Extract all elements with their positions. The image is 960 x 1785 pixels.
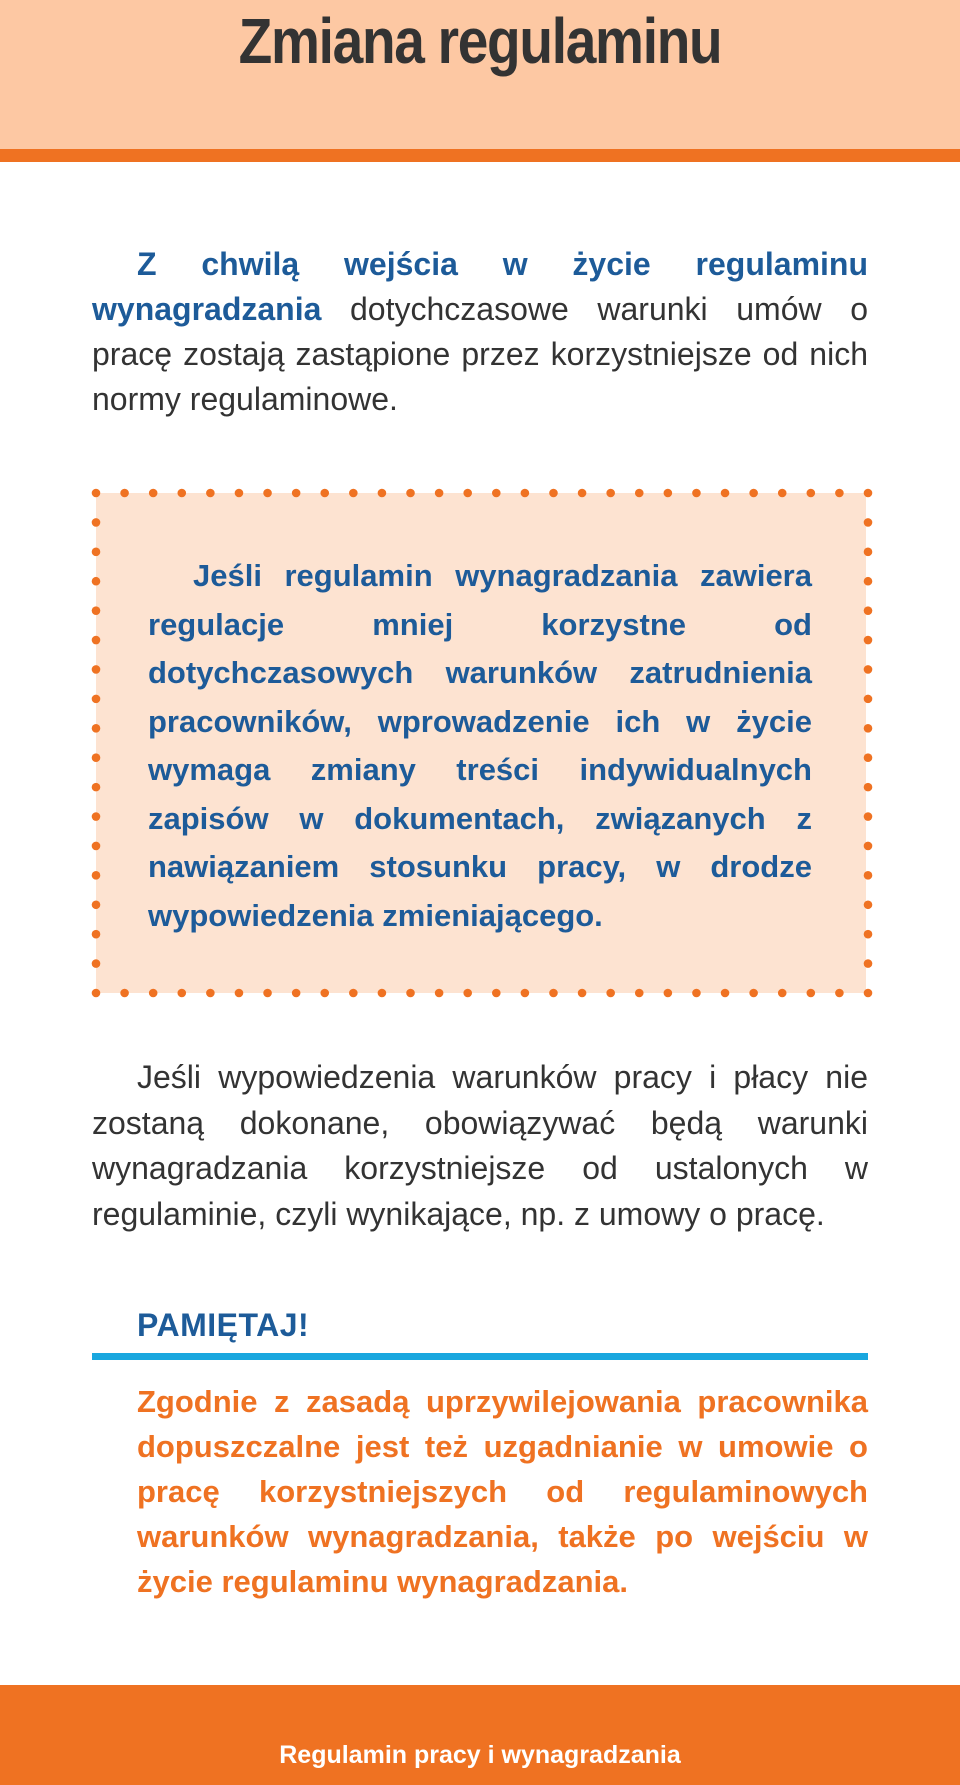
- intro-emphasis: Z chwilą wejścia w życie regulaminu wynagradzania: [92, 246, 868, 327]
- border-dot: [463, 989, 472, 998]
- border-dot: [864, 871, 873, 880]
- border-dot: [149, 989, 158, 998]
- page-title: Zmiana regulaminu: [238, 5, 722, 77]
- highlight-text: Jeśli regulamin wynagradzania zawiera regulacje mniej korzystne od dotychczasowych warunków zatrudnienia pracowników, wprowadzenie ich w życie wymaga zmiany treści indywidualnych zapisów w dokumentach, związanych z nawiązaniem stosunku pracy, w drodze wypowiedzenia zmieniającego.: [148, 558, 812, 933]
- border-dot: [521, 489, 530, 498]
- border-dot: [749, 989, 758, 998]
- border-dot: [778, 989, 787, 998]
- border-dot: [492, 489, 501, 498]
- border-dot: [864, 930, 873, 939]
- border-dot: [864, 812, 873, 821]
- border-dot: [92, 518, 101, 527]
- border-dot: [864, 548, 873, 557]
- border-dot: [606, 989, 615, 998]
- border-dot: [149, 489, 158, 498]
- border-dot: [92, 989, 101, 998]
- border-dot: [835, 989, 844, 998]
- remember-heading: PAMIĘTAJ!: [137, 1307, 310, 1343]
- border-dot: [549, 989, 558, 998]
- border-dot: [320, 489, 329, 498]
- page-footer: [0, 1685, 960, 1785]
- border-dot: [549, 489, 558, 498]
- border-dot: [406, 489, 415, 498]
- border-dot: [292, 489, 301, 498]
- intro-text: dotychczasowe warunki umów o pracę zostają zastąpione przez korzystniejsze od nich normy regulaminowe.: [92, 291, 868, 417]
- body-paragraph: Jeśli wypowiedzenia warunków pracy i płacy nie zostaną dokonane, obowiązywać będą warunki wynagradzania korzystniejsze od ustalonych w regulaminie, czyli wynikające, np. z umowy o pracę.: [92, 1059, 868, 1232]
- border-dot: [378, 989, 387, 998]
- border-dot: [864, 724, 873, 733]
- border-dot: [864, 900, 873, 909]
- border-dot: [864, 606, 873, 615]
- border-dot: [92, 812, 101, 821]
- border-dot: [92, 548, 101, 557]
- border-dot: [378, 489, 387, 498]
- border-dot: [349, 989, 358, 998]
- border-dot: [578, 489, 587, 498]
- border-dot: [92, 930, 101, 939]
- border-dot: [864, 577, 873, 586]
- border-dot: [92, 900, 101, 909]
- border-dot: [463, 489, 472, 498]
- border-dot: [864, 783, 873, 792]
- border-dot: [435, 989, 444, 998]
- border-dot: [92, 636, 101, 645]
- border-dot: [349, 489, 358, 498]
- border-dot: [120, 489, 129, 498]
- border-dot: [92, 753, 101, 762]
- border-dot: [235, 489, 244, 498]
- border-dot: [292, 989, 301, 998]
- border-dot: [692, 489, 701, 498]
- border-dot: [692, 989, 701, 998]
- border-dot: [635, 989, 644, 998]
- border-dot: [864, 842, 873, 851]
- border-dot: [664, 989, 673, 998]
- border-dot: [521, 989, 530, 998]
- border-dot: [320, 989, 329, 998]
- border-dot: [177, 489, 186, 498]
- border-dot: [721, 489, 730, 498]
- border-dot: [206, 489, 215, 498]
- border-dot: [92, 783, 101, 792]
- page-header: [0, 0, 960, 162]
- border-dot: [778, 489, 787, 498]
- border-dot: [807, 489, 816, 498]
- border-dot: [864, 989, 873, 998]
- border-dot: [92, 577, 101, 586]
- border-dot: [263, 489, 272, 498]
- border-dot: [606, 489, 615, 498]
- border-dot: [864, 695, 873, 704]
- border-dot: [120, 989, 129, 998]
- border-dot: [206, 989, 215, 998]
- intro-paragraph: [92, 242, 868, 422]
- border-dot: [435, 489, 444, 498]
- border-dot: [92, 724, 101, 733]
- border-dot: [664, 489, 673, 498]
- border-dot: [92, 959, 101, 968]
- border-dot: [749, 489, 758, 498]
- border-dot: [721, 989, 730, 998]
- border-dot: [92, 606, 101, 615]
- border-dot: [406, 989, 415, 998]
- border-dot: [92, 665, 101, 674]
- border-dot: [864, 518, 873, 527]
- border-dot: [92, 695, 101, 704]
- border-dot: [807, 989, 816, 998]
- border-dot: [492, 989, 501, 998]
- border-dot: [635, 489, 644, 498]
- remember-text: Zgodnie z zasadą uprzywilejowania pracownika dopuszczalne jest też uzgadnianie w umowie o pracę korzystniejszych od regulaminowych warunków wynagradzania, także po wejściu w życie regulaminu wynagradzania.: [137, 1384, 868, 1599]
- border-dot: [578, 989, 587, 998]
- border-dot: [864, 959, 873, 968]
- border-dot: [235, 989, 244, 998]
- border-dot: [864, 753, 873, 762]
- border-dot: [177, 989, 186, 998]
- remember-divider: [92, 1353, 868, 1360]
- border-dot: [864, 665, 873, 674]
- footer-title: Regulamin pracy i wynagradzania: [279, 1741, 681, 1769]
- border-dot: [92, 842, 101, 851]
- border-dot: [864, 489, 873, 498]
- border-dot: [835, 489, 844, 498]
- border-dot: [92, 871, 101, 880]
- border-dot: [92, 489, 101, 498]
- border-dot: [263, 989, 272, 998]
- border-dot: [864, 636, 873, 645]
